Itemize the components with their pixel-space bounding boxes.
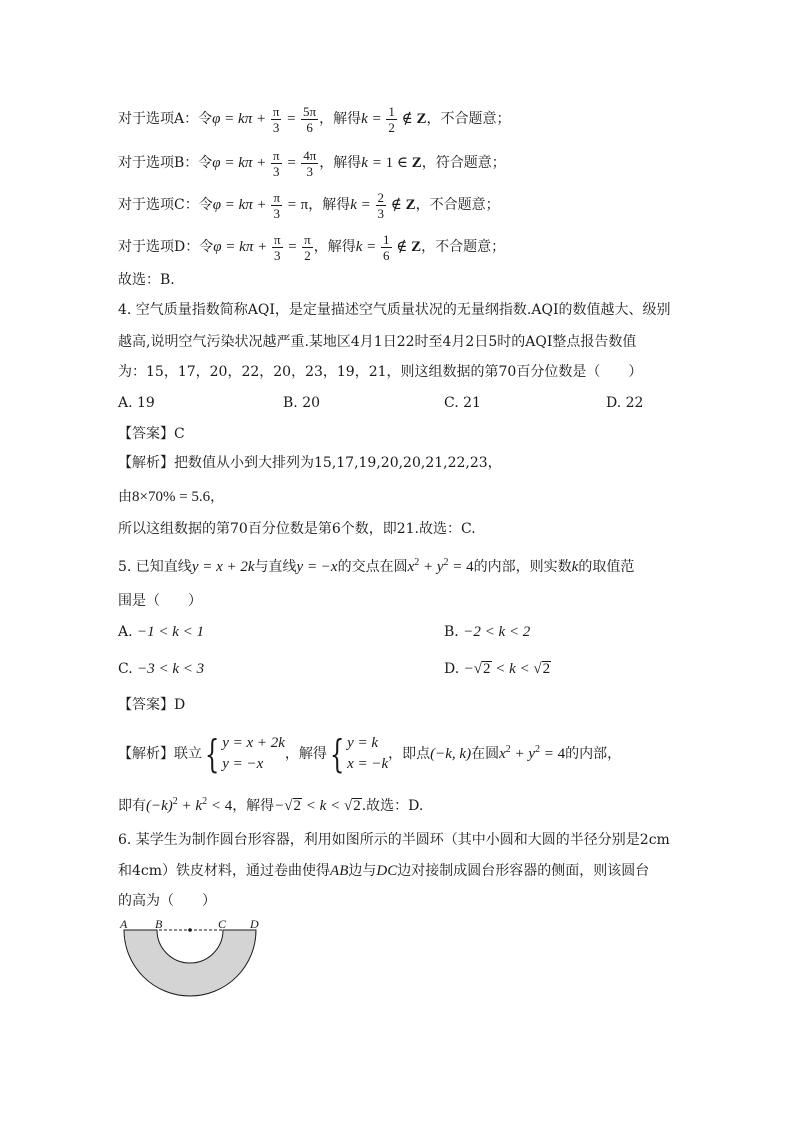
q4-option-a: A. 19 xyxy=(118,395,155,411)
q5-answer: 【答案】D xyxy=(118,697,186,713)
q4-option-c: C. 21 xyxy=(444,395,481,411)
q5-stem-line2: 围是（ ） xyxy=(118,593,202,609)
q3-option-a-line: 对于选项A：令φ = kπ + $\frac{\pi}{3}$ = $\frac{5\pi}{6}$ ，解得k = $\frac{1}{2}$ ∉ Z，不合题意； xyxy=(118,104,511,135)
q4-option-b: B. 20 xyxy=(283,395,321,411)
figure-label-d: D xyxy=(250,917,259,931)
q3-option-c-line: 对于选项C：令φ = kπ + $\frac{\pi}{3}$ = π，解得k = $\frac{2}{3}$ ∉ Z，不合题意； xyxy=(118,190,500,221)
figure-label-a: A xyxy=(120,917,128,931)
q3-conclusion: 故选：B. xyxy=(118,272,175,288)
q5-option-a: A. −1 < k < 1 xyxy=(118,624,205,640)
q5-option-d: D. −√2 < k < √2 xyxy=(444,661,551,677)
figure-label-b: B xyxy=(155,917,163,931)
q4-option-d: D. 22 xyxy=(606,395,644,411)
figure-label-c: C xyxy=(218,917,227,931)
q3-option-d-line: 对于选项D：令φ = kπ + $\frac{\pi}{3}$ = $\frac{\pi}{2}$ ，解得k = $\frac{1}{6}$ ∉ Z，不合题意； xyxy=(118,232,506,263)
q5-analysis-line2: 即有$(-k)^2 + k^2 < 4$，解得−√2 < k < √2.故选：D. xyxy=(118,796,424,814)
semi-annulus-region xyxy=(124,930,256,996)
center-point xyxy=(188,928,192,932)
q5-option-c: C. −3 < k < 3 xyxy=(118,661,205,677)
q4-stem-line1: 4. 空气质量指数简称AQI，是定量描述空气质量状况的无量纲指数.AQI的数值越大、级别 xyxy=(118,302,671,318)
q5-analysis-line1: 【解析】联立{ y = x + 2k y = −x ，解得{ y = k x = −k ，即点(−k, k)在圆$x^2 + y^2 = 4$的内部， xyxy=(118,732,622,776)
q6-stem-line3: 的高为（ ） xyxy=(118,893,216,909)
q6-stem-line2: 和4cm）铁皮材料，通过卷曲使得AB边与DC边对接制成圆台形容器的侧面，则该圆台 xyxy=(118,863,650,879)
semi-annulus-figure xyxy=(118,918,263,1000)
q5-stem-line1: 5. 已知直线y = x + 2k与直线y = −x的交点在圆$x^2 + y^2 = 4$的内部，则实数k的取值范 xyxy=(118,557,635,575)
q4-analysis-line1: 【解析】把数值从小到大排列为15,17,19,20,20,21,22,23， xyxy=(118,455,502,471)
q3-option-b-line: 对于选项B：令φ = kπ + $\frac{\pi}{3}$ = $\frac{4\pi}{3}$ ，解得k = 1 ∈ Z，符合题意； xyxy=(118,148,506,179)
q4-answer: 【答案】C xyxy=(118,426,185,442)
q5-option-b: B. −2 < k < 2 xyxy=(444,624,531,640)
q4-analysis-line2: 由8×70% = 5.6， xyxy=(118,489,225,505)
q4-stem-line2: 越高,说明空气污染状况越严重.某地区4月1日22时至4月2日5时的AQI整点报告数值 xyxy=(118,334,637,350)
q4-stem-line3: 为：15，17，20，22，20，23，19，21，则这组数据的第70百分位数是（ ） xyxy=(118,364,643,380)
q6-stem-line1: 6. 某学生为制作圆台形容器，利用如图所示的半圆环（其中小圆和大圆的半径分别是2cm xyxy=(118,832,670,848)
q4-analysis-line3: 所以这组数据的第70百分位数是第6个数，即21.故选：C. xyxy=(118,521,476,537)
